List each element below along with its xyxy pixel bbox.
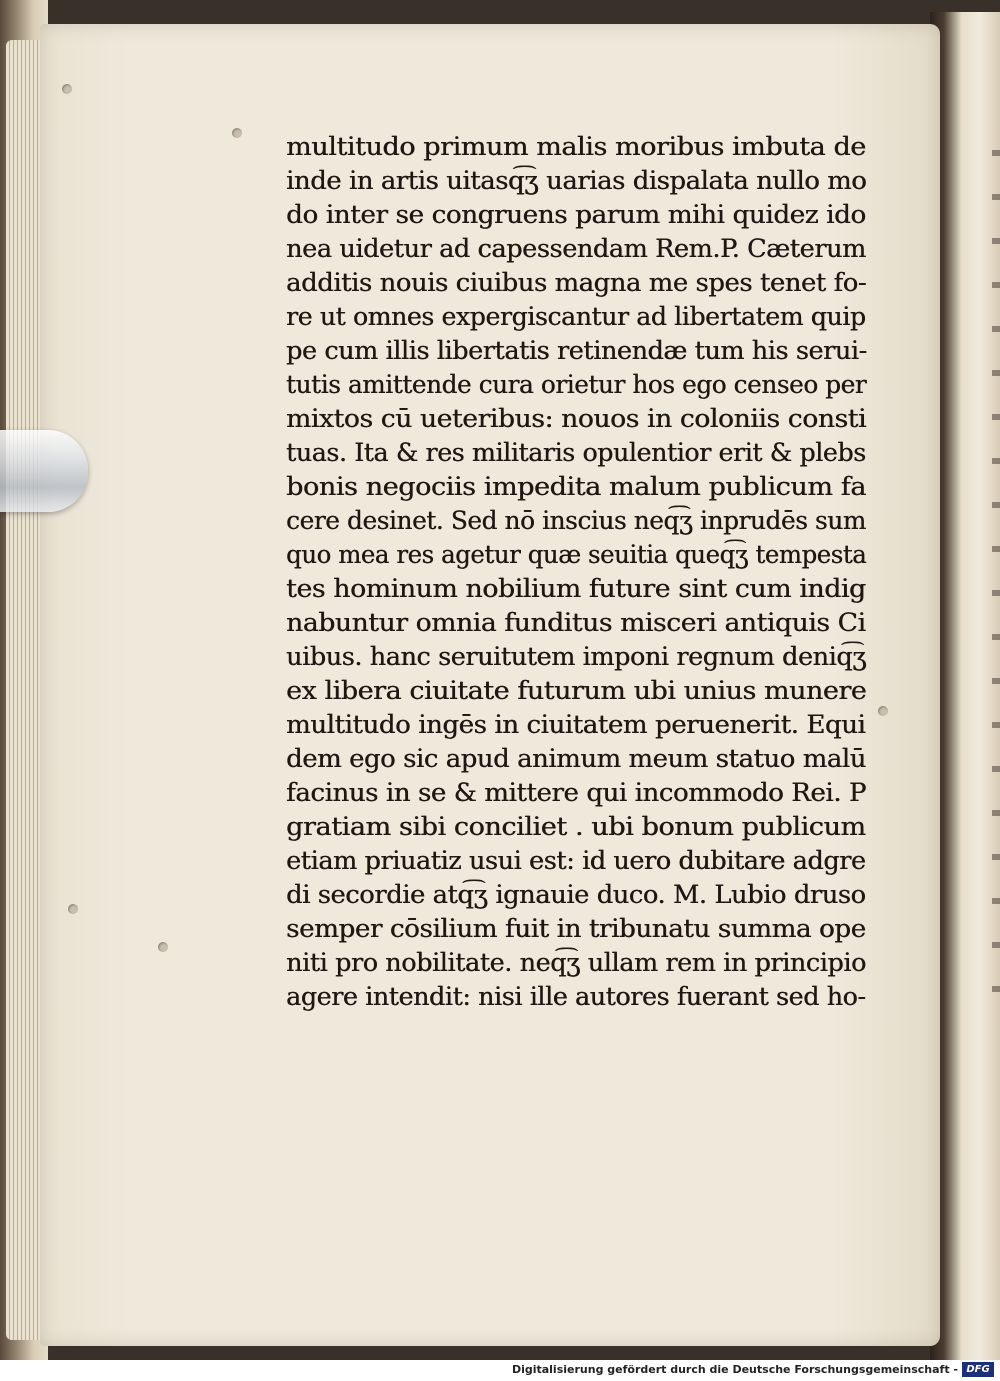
page-clip bbox=[0, 430, 88, 512]
funding-credit: Digitalisierung gefördert durch die Deutsche Forschungsgemeinschaft - bbox=[511, 1363, 958, 1376]
text-line: additis nouis ciuibus magna me spes tenet fo- bbox=[286, 268, 867, 298]
text-line: re ut omnes expergiscantur ad libertatem quip bbox=[286, 302, 866, 332]
text-line: semper cōsilium fuit in tribunatu summa ope bbox=[286, 914, 866, 944]
dfg-logo: DFG bbox=[962, 1362, 994, 1377]
text-line: uibus. hanc seruitutem imponi regnum deniq͡ʒ bbox=[286, 642, 867, 672]
text-line: dem ego sic apud animum meum statuo malū bbox=[286, 744, 866, 774]
text-line: agere intendit: nisi ille autores fuerant sed ho- bbox=[286, 982, 866, 1012]
text-line: mixtos cū ueteribus: nouos in coloniis consti bbox=[286, 404, 867, 434]
text-line: gratiam sibi conciliet . ubi bonum publicum bbox=[286, 812, 866, 842]
text-line: tutis amittende cura orietur hos ego censeo per bbox=[286, 370, 867, 400]
text-line: cere desinet. Sed nō inscius neq͡ʒ inprudēs sum bbox=[286, 506, 866, 536]
text-line: tes hominum nobilium future sint cum indig bbox=[286, 574, 866, 604]
text-line: do inter se congruens parum mihi quidez ido bbox=[286, 200, 866, 230]
text-line: niti pro nobilitate. neq͡ʒ ullam rem in principio bbox=[286, 948, 866, 978]
worm-hole bbox=[68, 904, 78, 914]
text-line: nea uidetur ad capessendam Rem.P. Cæterum bbox=[286, 234, 866, 264]
text-line: ex libera ciuitate futurum ubi unius munere bbox=[286, 676, 867, 706]
worm-hole bbox=[158, 942, 168, 952]
text-line: facinus in se & mittere qui incommodo Rei. P bbox=[286, 778, 866, 808]
text-line: etiam priuatiz usui est: id uero dubitare adgre bbox=[286, 846, 866, 876]
text-line: inde in artis uitasq͡ʒ uarias dispalata nullo mo bbox=[286, 166, 867, 196]
facing-page-text-edge bbox=[992, 130, 1000, 1030]
text-line: bonis negociis impedita malum publicum fa bbox=[286, 472, 866, 502]
text-line: di secordie atq͡ʒ ignauie duco. M. Lubio druso bbox=[286, 880, 866, 910]
worm-hole bbox=[232, 128, 242, 138]
facing-page-edge bbox=[930, 12, 1000, 1360]
text-line: quo mea res agetur quæ seuitia queq͡ʒ tempesta bbox=[286, 540, 867, 570]
worm-hole bbox=[62, 84, 72, 94]
text-block bbox=[286, 130, 866, 1014]
text-line: nabuntur omnia funditus misceri antiquis Ci bbox=[286, 608, 866, 638]
footer-bar bbox=[0, 1360, 1000, 1381]
text-line: tuas. Ita & res militaris opulentior erit & plebs bbox=[286, 438, 866, 468]
text-line: multitudo ingēs in ciuitatem peruenerit. Equi bbox=[286, 710, 866, 740]
text-line: multitudo primum malis moribus imbuta de bbox=[286, 132, 866, 162]
text-line: pe cum illis libertatis retinendæ tum his serui- bbox=[286, 336, 867, 366]
